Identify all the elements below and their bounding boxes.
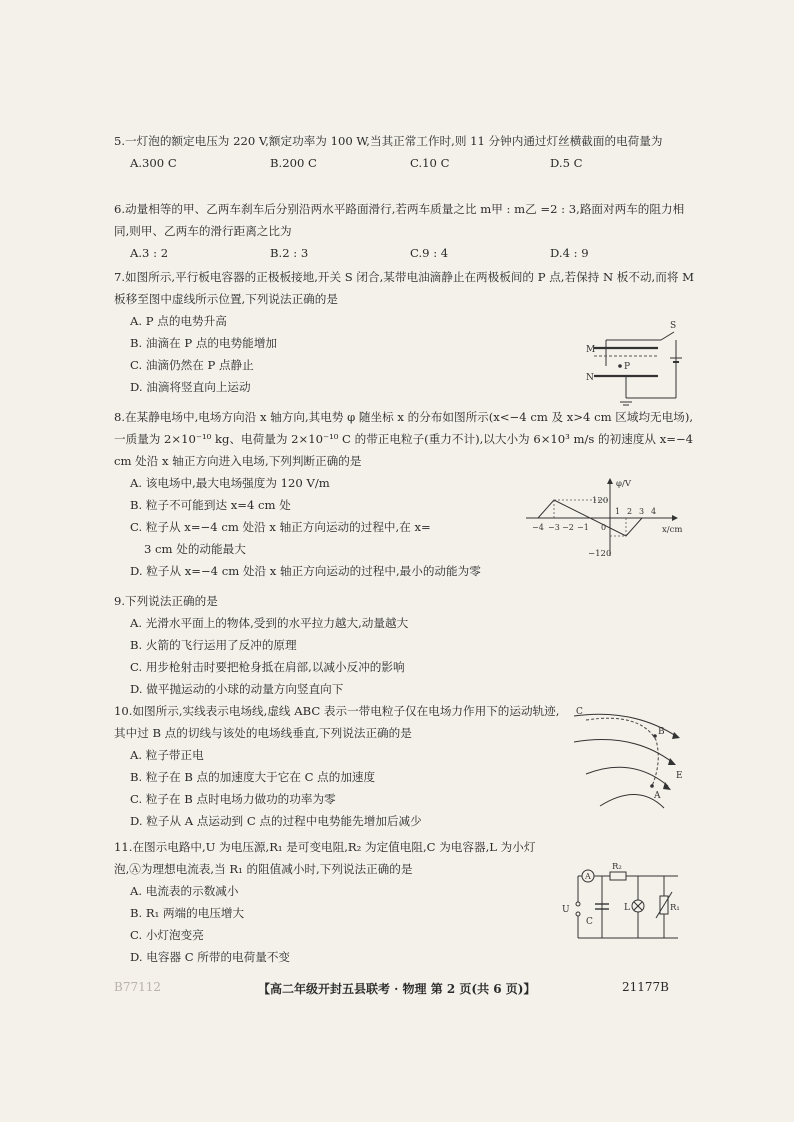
question-5-stem: 5.一灯泡的额定电压为 220 V,额定功率为 100 W,当其正常工作时,则 11 分钟内通过灯丝横截面的电荷量为 bbox=[114, 134, 663, 148]
tick-bottom: −120 bbox=[588, 549, 612, 559]
terminal-bottom bbox=[576, 912, 580, 916]
option-b: B. 油滴在 P 点的电势能增加 bbox=[130, 336, 278, 350]
label-e: E bbox=[676, 771, 683, 781]
tick-top: 120 bbox=[592, 496, 609, 506]
option-c: C. 小灯泡变亮 bbox=[130, 928, 204, 942]
option-b: B. 火箭的飞行运用了反冲的原理 bbox=[130, 638, 297, 652]
option-d: D. 粒子从 x=−4 cm 处沿 x 轴正方向运动的过程中,最小的动能为零 bbox=[130, 564, 481, 578]
option-a: A.3 : 2 bbox=[130, 246, 169, 260]
label-s: S bbox=[670, 321, 677, 331]
x-tick: −3 bbox=[548, 523, 560, 532]
option-d: D. 油滴将竖直向上运动 bbox=[130, 380, 251, 394]
x-tick: 1 bbox=[615, 507, 621, 516]
question-7-stem: 7.如图所示,平行板电容器的正极板接地,开关 S 闭合,某带电油滴静止在两极板间的 P 点,若保持 N 板不动,而将 M 板移至图中虚线所示位置,下列说法正确的是 bbox=[114, 270, 694, 306]
switch-s bbox=[661, 332, 674, 340]
footer-title: 【高二年级开封五县联考 · 物理 第 2 页(共 6 页)】 bbox=[258, 982, 536, 996]
label-c: C bbox=[576, 707, 583, 717]
option-b: B. 粒子在 B 点的加速度大于它在 C 点的加速度 bbox=[130, 770, 376, 784]
x-tick: 2 bbox=[627, 507, 633, 516]
question-5 bbox=[114, 130, 694, 174]
x-axis-label: x/cm bbox=[662, 525, 683, 535]
option-c: C.10 C bbox=[410, 156, 450, 170]
option-c: C. 粒子在 B 点时电场力做功的功率为零 bbox=[130, 792, 336, 806]
question-6-options bbox=[114, 242, 694, 264]
question-9 bbox=[114, 590, 694, 700]
option-a: A. P 点的电势升高 bbox=[130, 314, 227, 328]
label-n: N bbox=[586, 373, 594, 383]
question-9-stem: 9.下列说法正确的是 bbox=[114, 594, 218, 608]
question-11-options bbox=[114, 880, 562, 968]
label-p: P bbox=[624, 362, 631, 372]
ammeter-label: A bbox=[585, 872, 591, 881]
option-a: A. 该电场中,最大电场强度为 120 V/m bbox=[130, 476, 330, 490]
question-10-stem: 10.如图所示,实线表示电场线,虚线 ABC 表示一带电粒子仅在电场力作用下的运动轨迹,其中过 B 点的切线与该处的电场线垂直,下列说法正确的是 bbox=[114, 704, 560, 740]
field-line bbox=[586, 767, 668, 786]
question-11-stem: 11.在图示电路中,U 为电压源,R₁ 是可变电阻,R₂ 为定值电阻,C 为电容器,L 为小灯泡,Ⓐ为理想电流表,当 R₁ 的阻值减小时,下列说法正确的是 bbox=[114, 840, 536, 876]
resistor-r2 bbox=[610, 872, 626, 880]
option-d: D.5 C bbox=[550, 156, 583, 170]
option-b: B.200 C bbox=[270, 156, 317, 170]
option-d: D. 粒子从 A 点运动到 C 点的过程中电势能先增加后减少 bbox=[130, 814, 422, 828]
question-11 bbox=[114, 836, 562, 968]
x-tick: −2 bbox=[562, 523, 574, 532]
option-d: D. 电容器 C 所带的电荷量不变 bbox=[130, 950, 291, 964]
footer-paper-id: 21177B bbox=[622, 980, 669, 994]
option-d: D.4 : 9 bbox=[550, 246, 589, 260]
x-tick: −4 bbox=[532, 523, 544, 532]
option-c: C.9 : 4 bbox=[410, 246, 449, 260]
option-b: B. 粒子不可能到达 x=4 cm 处 bbox=[130, 498, 291, 512]
x-tick: 0 bbox=[601, 523, 607, 532]
option-d: D. 做平抛运动的小球的动量方向竖直向下 bbox=[130, 682, 344, 696]
option-a: A.300 C bbox=[130, 156, 177, 170]
label-m: M bbox=[586, 345, 596, 355]
question-5-options bbox=[114, 152, 694, 174]
question-8-stem: 8.在某静电场中,电场方向沿 x 轴方向,其电势 φ 随坐标 x 的分布如图所示(x<−4 cm 及 x>4 cm 区域均无电场),一质量为 2×10⁻¹⁰ kg、电荷量为 2×10⁻¹⁰ C 的带正电粒子(重力不计),以大小为 6×10³ m/s 的初速度从 x=−4 cm 处沿 x 轴正方向进入电场,下列判断正确的是 bbox=[114, 410, 694, 468]
circuit-figure bbox=[558, 860, 688, 946]
field-lines-figure bbox=[572, 702, 692, 812]
option-c-continued: 3 cm 处的动能最大 bbox=[144, 542, 246, 556]
label-a: A bbox=[654, 791, 661, 801]
label-b: B bbox=[658, 727, 665, 737]
potential-graph bbox=[522, 476, 692, 560]
field-line bbox=[574, 740, 672, 763]
label-l: L bbox=[624, 903, 630, 913]
x-tick: 4 bbox=[651, 507, 657, 516]
capacitor-figure bbox=[586, 318, 696, 408]
option-a: A. 粒子带正电 bbox=[130, 748, 204, 762]
y-axis-label: φ/V bbox=[616, 479, 631, 489]
x-tick: −1 bbox=[577, 523, 589, 532]
question-10 bbox=[114, 700, 562, 832]
label-u: U bbox=[562, 905, 570, 915]
option-c: C. 油滴仍然在 P 点静止 bbox=[130, 358, 254, 372]
point-b bbox=[653, 734, 657, 738]
option-b: B. R₁ 两端的电压增大 bbox=[130, 906, 245, 920]
option-a: A. 电流表的示数减小 bbox=[130, 884, 239, 898]
label-r1: R₁ bbox=[670, 903, 680, 913]
footer-code: B77112 bbox=[114, 980, 161, 994]
droplet-p bbox=[618, 364, 622, 368]
option-c: C. 粒子从 x=−4 cm 处沿 x 轴正方向运动的过程中,在 x= bbox=[130, 520, 431, 534]
label-c: C bbox=[586, 917, 593, 927]
question-6-stem: 6.动量相等的甲、乙两车刹车后分别沿两水平路面滑行,若两车质量之比 m甲 : m乙 =2 : 3,路面对两车的阻力相同,则甲、乙两车的滑行距离之比为 bbox=[114, 202, 685, 238]
option-b: B.2 : 3 bbox=[270, 246, 309, 260]
point-a bbox=[650, 784, 654, 788]
label-r2: R₂ bbox=[612, 862, 622, 872]
terminal-top bbox=[576, 902, 580, 906]
x-tick: 3 bbox=[639, 507, 645, 516]
question-9-options bbox=[114, 612, 694, 700]
trajectory-abc bbox=[586, 718, 658, 786]
option-c: C. 用步枪射击时要把枪身抵在肩部,以减小反冲的影响 bbox=[130, 660, 405, 674]
question-6 bbox=[114, 198, 694, 264]
option-a: A. 光滑水平面上的物体,受到的水平拉力越大,动量越大 bbox=[130, 616, 409, 630]
